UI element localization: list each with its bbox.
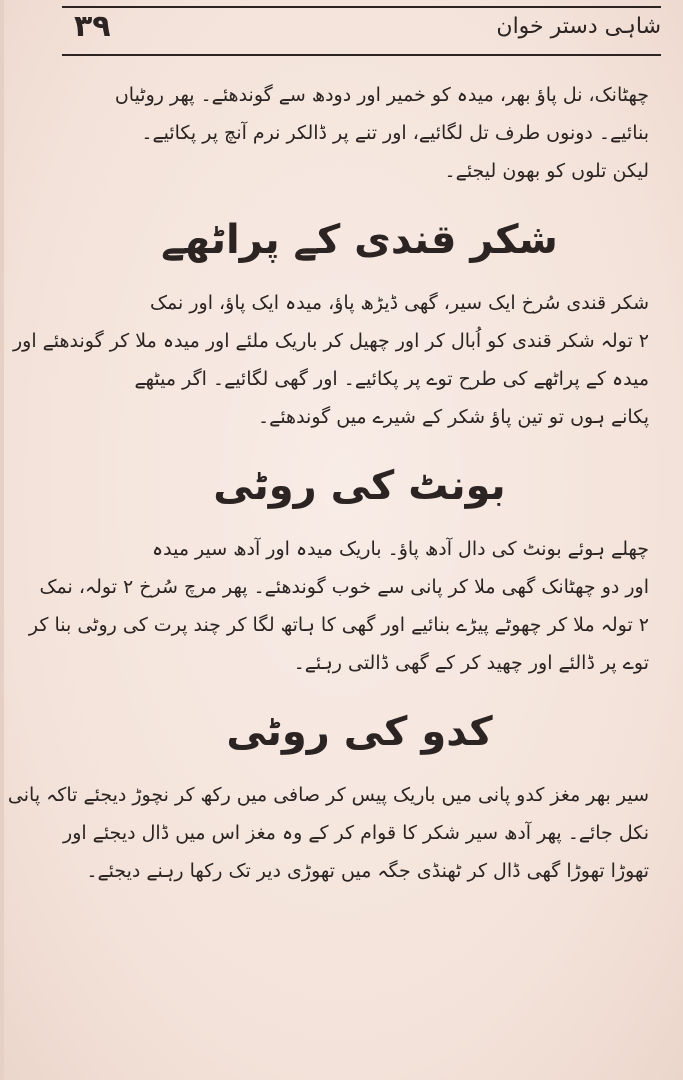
text-line: بنائیے۔ دونوں طرف تل لگائیے، اور تنے پر ڈالکر نرم آنچ پر پکائیے۔ [141,122,649,144]
text-line: چھلے ہوئے بونٹ کی دال آدھ پاؤ۔ باریک میدہ اور آدھ سیر میدہ [152,538,649,560]
recipe-body-bunt [28,530,649,682]
running-title: شاہی دستر خوان [496,13,661,39]
intro-paragraph [70,76,649,190]
text-line: ۲ تولہ ملا کر چھوٹے پیڑے بنائیے اور گھی کا ہاتھ لگا کر چند پرت کی روٹی بنا کر [28,614,649,636]
recipe-body-shakarqandi [12,284,649,436]
text-line: چھٹانک، نل پاؤ بھر، میدہ کو خمیر اور دودھ سے گوندھئے۔ پھر روٹیاں [114,84,649,106]
page-body [7,76,649,890]
page-edge [0,0,4,1080]
text-line: پکانے ہوں تو تین پاؤ شکر کے شیرے میں گوندھئے۔ [258,406,649,428]
text-line: میدہ کے پراٹھے کی طرح توے پر پکائیے۔ اور گھی لگائیے۔ اگر میٹھے [134,368,649,390]
text-line: شکر قندی سُرخ ایک سیر، گھی ڈیڑھ پاؤ، میدہ ایک پاؤ، اور نمک [150,292,649,314]
recipe-body-kaddu [7,776,649,890]
page-header [62,0,661,52]
recipe-heading-kaddu: کدو کی روٹی [226,709,493,755]
text-line: نکل جائے۔ پھر آدھ سیر شکر کا قوام کر کے وہ مغز اس میں ڈال دیجئے اور [63,822,649,844]
recipe-heading-shakarqandi: شکر قندی کے پراٹھے [161,217,558,263]
text-line: سیر بھر مغز کدو پانی میں باریک پیس کر صافی میں رکھ کر نچوڑ دیجئے تاکہ پانی [7,784,649,806]
recipe-heading-bunt: بونٹ کی روٹی [213,463,506,509]
page-number: ۳۹ [74,8,111,44]
text-line: توے پر ڈالئے اور چھید کر کے گھی ڈالتی رہئے۔ [293,652,649,674]
header-rule [62,54,661,56]
text-line: لیکن تلوں کو بھون لیجئے۔ [444,160,649,182]
text-line: تھوڑا تھوڑا گھی ڈال کر ٹھنڈی جگہ میں تھوڑی دیر تک رکھا رہنے دیجئے۔ [86,860,649,882]
text-line: ۲ تولہ شکر قندی کو اُبال کر اور چھیل کر باریک ملئے اور میدہ ملا کر گوندھئے اور [12,330,649,352]
text-line: اور دو چھٹانک گھی ملا کر پانی سے خوب گوندھئے۔ پھر مرچ سُرخ ۲ تولہ، نمک [39,576,649,598]
